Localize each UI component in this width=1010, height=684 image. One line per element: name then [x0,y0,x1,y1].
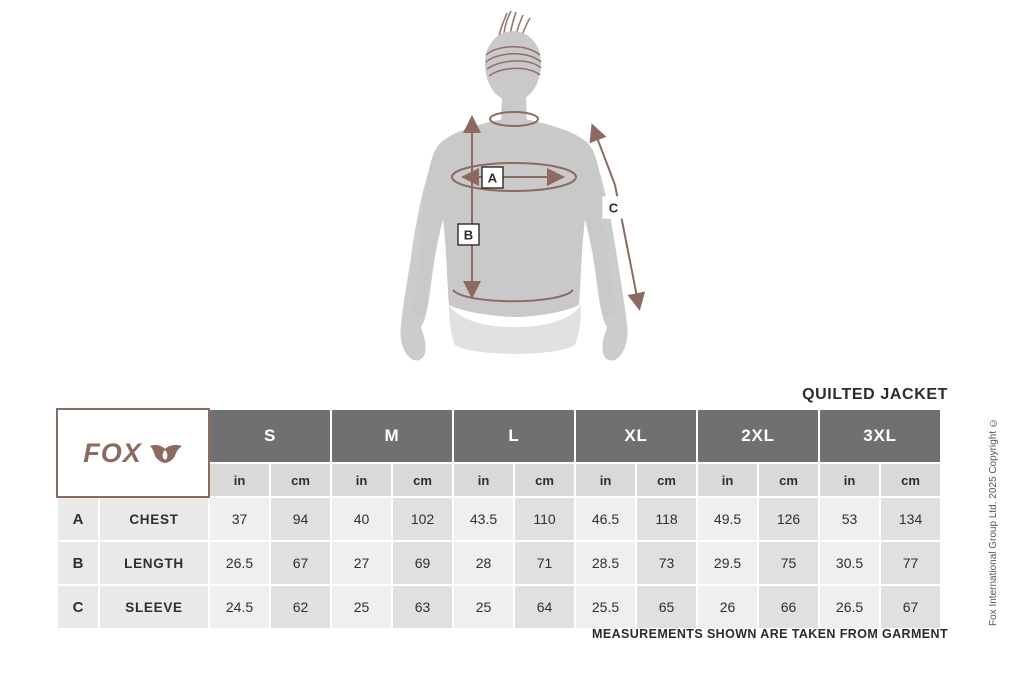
unit-s-in: in [209,463,270,497]
cell-chest-3xl-in: 53 [819,497,880,541]
unit-l-cm: cm [514,463,575,497]
unit-m-cm: cm [392,463,453,497]
unit-3xl-cm: cm [880,463,941,497]
left-arm-shape [400,147,449,360]
cell-sleeve-s-in: 24.5 [209,585,270,629]
cell-chest-s-cm: 94 [270,497,331,541]
figure-label-c-text: C [608,200,619,216]
cell-length-3xl-in: 30.5 [819,541,880,585]
body-shape [411,119,617,317]
cell-chest-l-cm: 110 [514,497,575,541]
brand-logo-cell [57,409,209,497]
row-letter-b: B [57,541,99,585]
figure-label-b-text: B [463,227,474,243]
size-header-m: M [331,409,453,463]
size-header-s: S [209,409,331,463]
cell-sleeve-2xl-cm: 66 [758,585,819,629]
cell-sleeve-xl-in: 25.5 [575,585,636,629]
cell-chest-s-in: 37 [209,497,270,541]
cell-sleeve-s-cm: 62 [270,585,331,629]
unit-s-cm: cm [270,463,331,497]
cell-sleeve-xl-cm: 65 [636,585,697,629]
size-header-xl: XL [575,409,697,463]
cell-chest-l-in: 43.5 [453,497,514,541]
cell-sleeve-l-in: 25 [453,585,514,629]
cell-chest-m-cm: 102 [392,497,453,541]
cell-length-m-cm: 69 [392,541,453,585]
figure-label-c [603,197,624,218]
cell-sleeve-m-cm: 63 [392,585,453,629]
page-title: QUILTED JACKET [802,386,948,403]
brand-name: FOX [83,437,142,468]
row-name-sleeve: SLEEVE [99,585,209,629]
table-row [57,585,941,629]
cell-length-2xl-in: 29.5 [697,541,758,585]
unit-xl-in: in [575,463,636,497]
cell-length-l-cm: 71 [514,541,575,585]
cell-length-s-cm: 67 [270,541,331,585]
cell-sleeve-2xl-in: 26 [697,585,758,629]
cell-sleeve-l-cm: 64 [514,585,575,629]
row-name-chest: CHEST [99,497,209,541]
cell-chest-2xl-in: 49.5 [697,497,758,541]
size-header-3xl: 3XL [819,409,941,463]
unit-l-in: in [453,463,514,497]
unit-3xl-in: in [819,463,880,497]
table-row [57,541,941,585]
cell-length-3xl-cm: 77 [880,541,941,585]
figure-label-a [482,167,503,188]
fox-head-icon [149,442,183,464]
cell-length-l-in: 28 [453,541,514,585]
row-name-length: LENGTH [99,541,209,585]
cell-length-2xl-cm: 75 [758,541,819,585]
cell-sleeve-3xl-in: 26.5 [819,585,880,629]
size-table-wrapper [56,408,938,630]
cell-chest-xl-cm: 118 [636,497,697,541]
right-arm-shape [579,147,628,360]
cell-length-s-in: 26.5 [209,541,270,585]
copyright-notice: Fox International Group Ltd. 2025 Copyright © [988,417,999,626]
cell-chest-3xl-cm: 134 [880,497,941,541]
cell-sleeve-3xl-cm: 67 [880,585,941,629]
size-header-2xl: 2XL [697,409,819,463]
table-header-sizes [57,409,941,463]
row-letter-a: A [57,497,99,541]
cell-chest-m-in: 40 [331,497,392,541]
size-header-l: L [453,409,575,463]
figure-label-b [458,224,479,245]
cell-sleeve-m-in: 25 [331,585,392,629]
cell-length-m-in: 27 [331,541,392,585]
measurement-footnote: MEASUREMENTS SHOWN ARE TAKEN FROM GARMENT [592,627,948,641]
table-row [57,497,941,541]
row-letter-c: C [57,585,99,629]
unit-xl-cm: cm [636,463,697,497]
size-table [56,408,942,630]
figure-label-a-text: A [487,170,498,186]
unit-m-in: in [331,463,392,497]
cell-length-xl-in: 28.5 [575,541,636,585]
cell-chest-xl-in: 46.5 [575,497,636,541]
cell-chest-2xl-cm: 126 [758,497,819,541]
mannequin-illustration [355,5,675,385]
unit-2xl-cm: cm [758,463,819,497]
unit-2xl-in: in [697,463,758,497]
cell-length-xl-cm: 73 [636,541,697,585]
